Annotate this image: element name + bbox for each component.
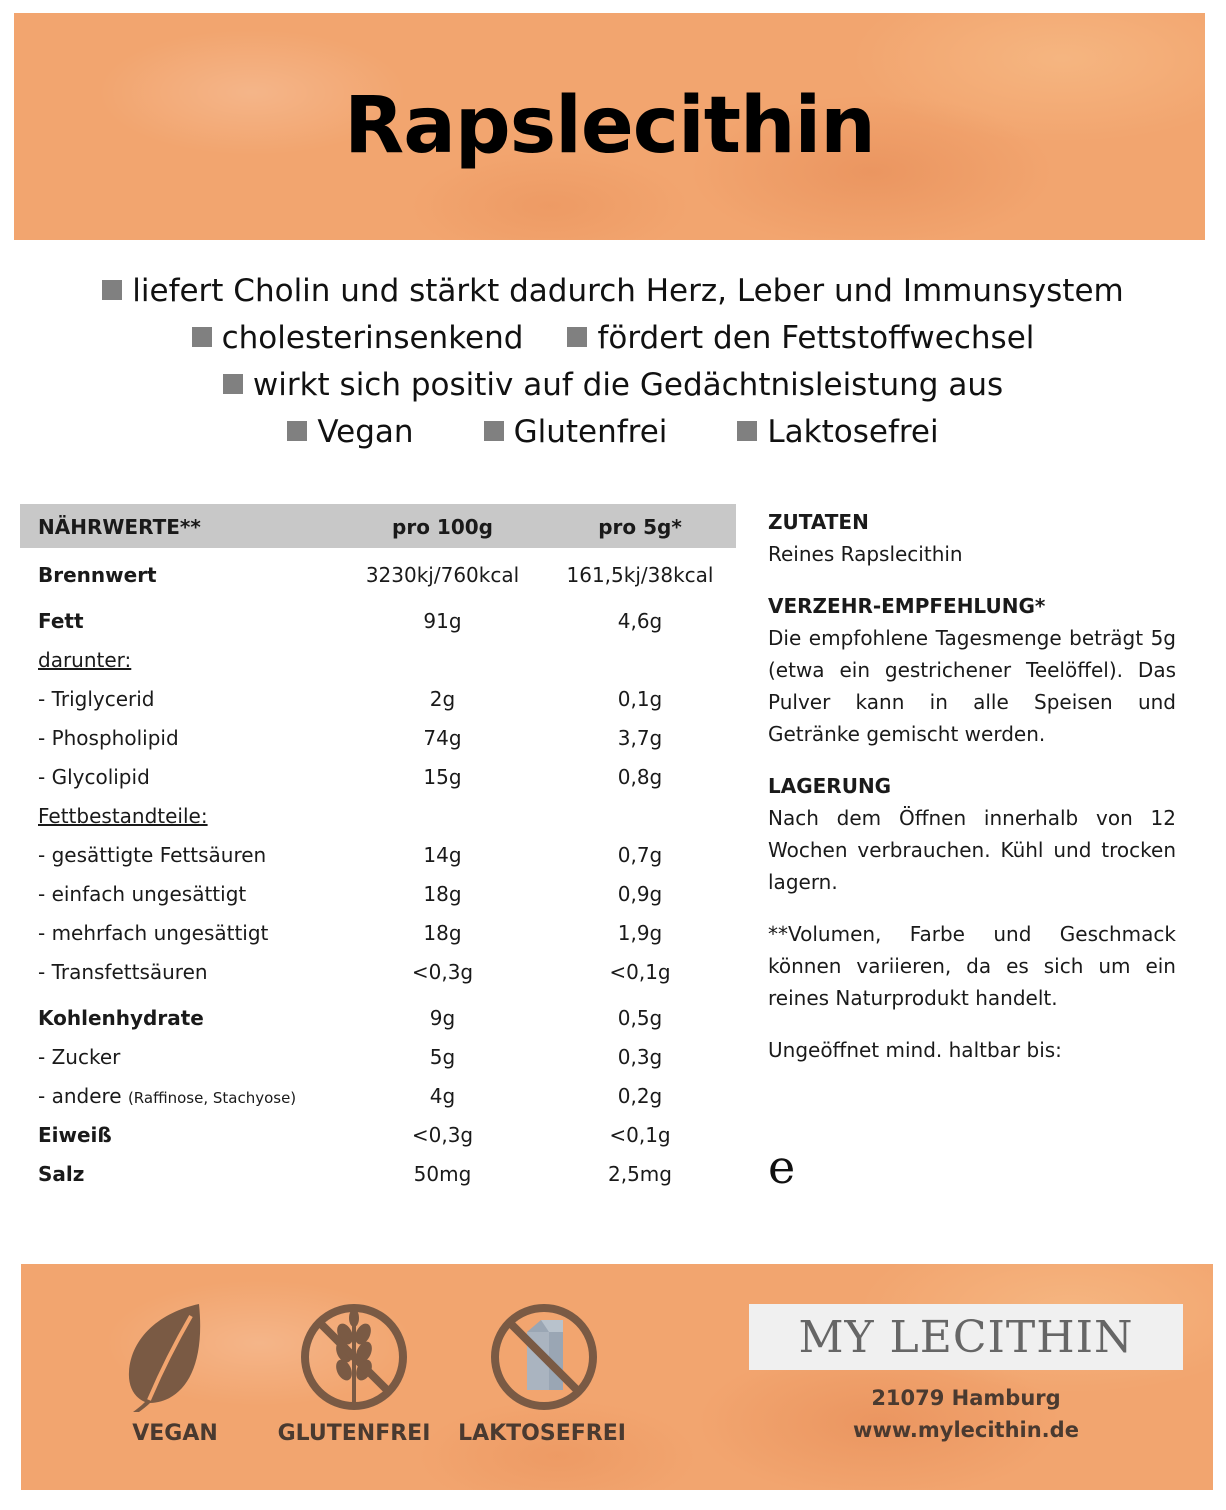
claim-item: Glutenfrei <box>484 414 668 450</box>
square-bullet-icon <box>484 421 504 441</box>
claims-line-1 <box>0 273 1226 309</box>
header-nutrients: NÄHRWERTE** <box>38 515 201 539</box>
nutrition-table <box>20 504 736 1193</box>
note-section <box>768 918 1176 1014</box>
table-row: - Zucker 5g 0,3g <box>38 1045 663 1069</box>
bestbefore-text: Ungeöffnet mind. haltbar bis: <box>768 1038 1062 1062</box>
header-per100: pro 100g <box>392 515 493 539</box>
table-row: Salz 50mg 2,5mg <box>38 1162 672 1186</box>
table-row: - andere (Raffinose, Stachyose) 4g 0,2g <box>38 1084 663 1108</box>
table-row: Kohlenhydrate 9g 0,5g <box>38 1006 663 1030</box>
footer-label-lactosefree: LAKTOSEFREI <box>458 1421 626 1446</box>
header-banner <box>14 13 1205 240</box>
square-bullet-icon <box>287 421 307 441</box>
square-bullet-icon <box>192 327 212 347</box>
header-per5: pro 5g* <box>598 515 682 539</box>
storage-section <box>768 770 1176 898</box>
brand-name: MY LECITHIN <box>798 1312 1134 1363</box>
table-row: - gesättigte Fettsäuren 14g 0,7g <box>38 843 663 867</box>
brand-logo <box>749 1304 1183 1370</box>
table-row: Brennwert 3230kj/760kcal 161,5kj/38kcal <box>38 563 714 587</box>
footer-banner <box>21 1264 1213 1490</box>
square-bullet-icon <box>223 374 243 394</box>
leaf-icon <box>121 1302 211 1416</box>
claim-item: fördert den Fettstoffwechsel <box>567 320 1034 356</box>
ingredients-section <box>768 506 1176 570</box>
bestbefore-section <box>768 1034 1176 1066</box>
product-title: Rapslecithin <box>344 81 875 171</box>
label-note: (Raffinose, Stachyose) <box>127 1089 297 1107</box>
footer-label-glutenfree: GLUTENFREI <box>277 1421 431 1446</box>
recommendation-title: VERZEHR-EMPFEHLUNG* <box>768 594 1046 618</box>
website-link[interactable]: www.mylecithin.de <box>853 1418 1079 1442</box>
table-row: darunter: <box>38 648 132 672</box>
claims-line-3 <box>0 367 1226 403</box>
table-row: - Triglycerid 2g 0,1g <box>38 687 663 711</box>
claim-item: cholesterinsenkend <box>192 320 524 356</box>
footer-label-vegan: VEGAN <box>132 1421 218 1446</box>
claim-item: Vegan <box>287 414 413 450</box>
table-row: - Phospholipid 74g 3,7g <box>38 726 663 750</box>
table-row: Fett 91g 4,6g <box>38 609 663 633</box>
table-row: - Transfettsäuren <0,3g <0,1g <box>38 960 671 984</box>
table-header <box>20 504 736 548</box>
estimated-sign-icon: e <box>768 1140 796 1194</box>
no-gluten-icon <box>299 1302 409 1416</box>
square-bullet-icon <box>737 421 757 441</box>
storage-title: LAGERUNG <box>768 774 892 798</box>
ingredients-title: ZUTATEN <box>768 510 869 534</box>
ingredients-text: Reines Rapslecithin <box>768 542 963 566</box>
note-text: **Volumen, Farbe und Geschmack können variieren, da es sich um ein reines Naturprodukt handelt. <box>768 922 1176 1010</box>
recommendation-section <box>768 590 1176 750</box>
table-row: Eiweiß <0,3g <0,1g <box>38 1123 671 1147</box>
square-bullet-icon <box>102 280 122 300</box>
claims-line-4 <box>0 414 1226 450</box>
square-bullet-icon <box>567 327 587 347</box>
claim-item: wirkt sich positiv auf die Gedächtnisleistung aus <box>223 367 1003 403</box>
recommendation-text: Die empfohlene Tagesmenge beträgt 5g (etwa ein gestrichener Teelöffel). Das Pulver kann in alle Speisen und Getränke gemischt werden. <box>768 626 1176 746</box>
table-row: Fettbestandteile: <box>38 804 208 828</box>
table-row: - Glycolipid 15g 0,8g <box>38 765 663 789</box>
claim-item: liefert Cholin und stärkt dadurch Herz, Leber und Immunsystem <box>102 273 1123 309</box>
table-row: - einfach ungesättigt 18g 0,9g <box>38 882 663 906</box>
no-milk-icon <box>489 1302 599 1416</box>
claims-line-2 <box>0 320 1226 356</box>
address-city: 21079 Hamburg <box>871 1386 1061 1410</box>
claim-item: Laktosefrei <box>737 414 938 450</box>
table-row: - mehrfach ungesättigt 18g 1,9g <box>38 921 663 945</box>
storage-text: Nach dem Öffnen innerhalb von 12 Wochen verbrauchen. Kühl und trocken lagern. <box>768 806 1176 894</box>
info-column <box>768 506 1176 1086</box>
